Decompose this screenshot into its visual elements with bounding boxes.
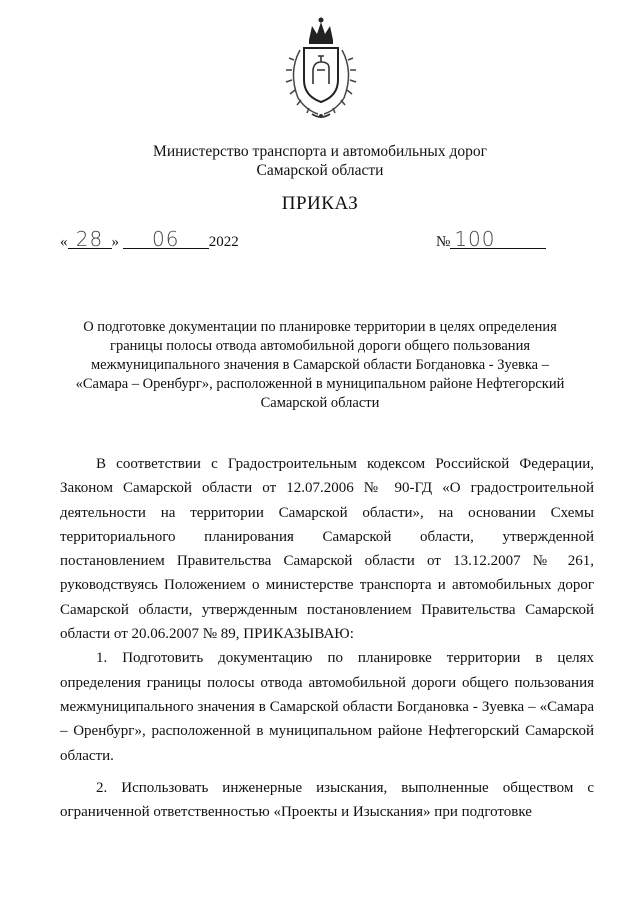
ministry-line-1: Министерство транспорта и автомобильных дорог [153,143,487,160]
item-1-paragraph: 1. Подготовить документацию по планировке территории в целях определения границы полосы отвода автомобильной дороги общего пользования межмуниципального значения в Самарской области Богдановка - Зуевка – «Самара – Оренбург», расположенной в муниципальном районе Нефтегорский Самарской области. [60,650,594,764]
date-close-quote: » [111,234,119,250]
order-date [60,227,239,251]
samara-coat-of-arms-emblem [276,10,366,128]
ministry-line-2: Самарской области [256,162,384,179]
order-number [436,227,546,251]
number-value: 100 [450,230,546,249]
date-month: 06 [123,230,209,249]
number-prefix: № [436,234,451,250]
date-year: 2022 [208,234,239,250]
order-title: ПРИКАЗ [281,193,359,214]
item-2-paragraph: 2. Использовать инженерные изыскания, выполненные обществом с ограниченной ответственностью «Проекты и Изыскания» при подготовке [60,779,594,821]
date-day: 28 [68,230,112,249]
order-subject: О подготовке документации по планировке территории в целях определения границы полосы отвода автомобильной дороги общего пользования межмуниципального значения в Самарской области Богдановка - Зуевка – «Самара – Оренбург», расположенной в муниципальном районе Нефтегорский Самарской области [75,319,565,411]
order-body [60,452,594,824]
date-open-quote: « [60,234,68,250]
preamble-paragraph: В соответствии с Градостроительным кодексом Российской Федерации, Законом Самарской области от 12.07.2006 № 90-ГД «О градостроительной деятельности на территории Самарской области», на основании Схемы территориального планирования Самарской области, утвержденной постановлением Правительства Самарской области от 13.12.2007 № 261, руководствуясь Положением о министерстве транспорта и автомобильных дорог Самарской области, утвержденным постановлением Правительства Самарской области от 20.06.2007 № 89, ПРИКАЗЫВАЮ: [60,456,594,643]
ministry-name [80,142,560,180]
